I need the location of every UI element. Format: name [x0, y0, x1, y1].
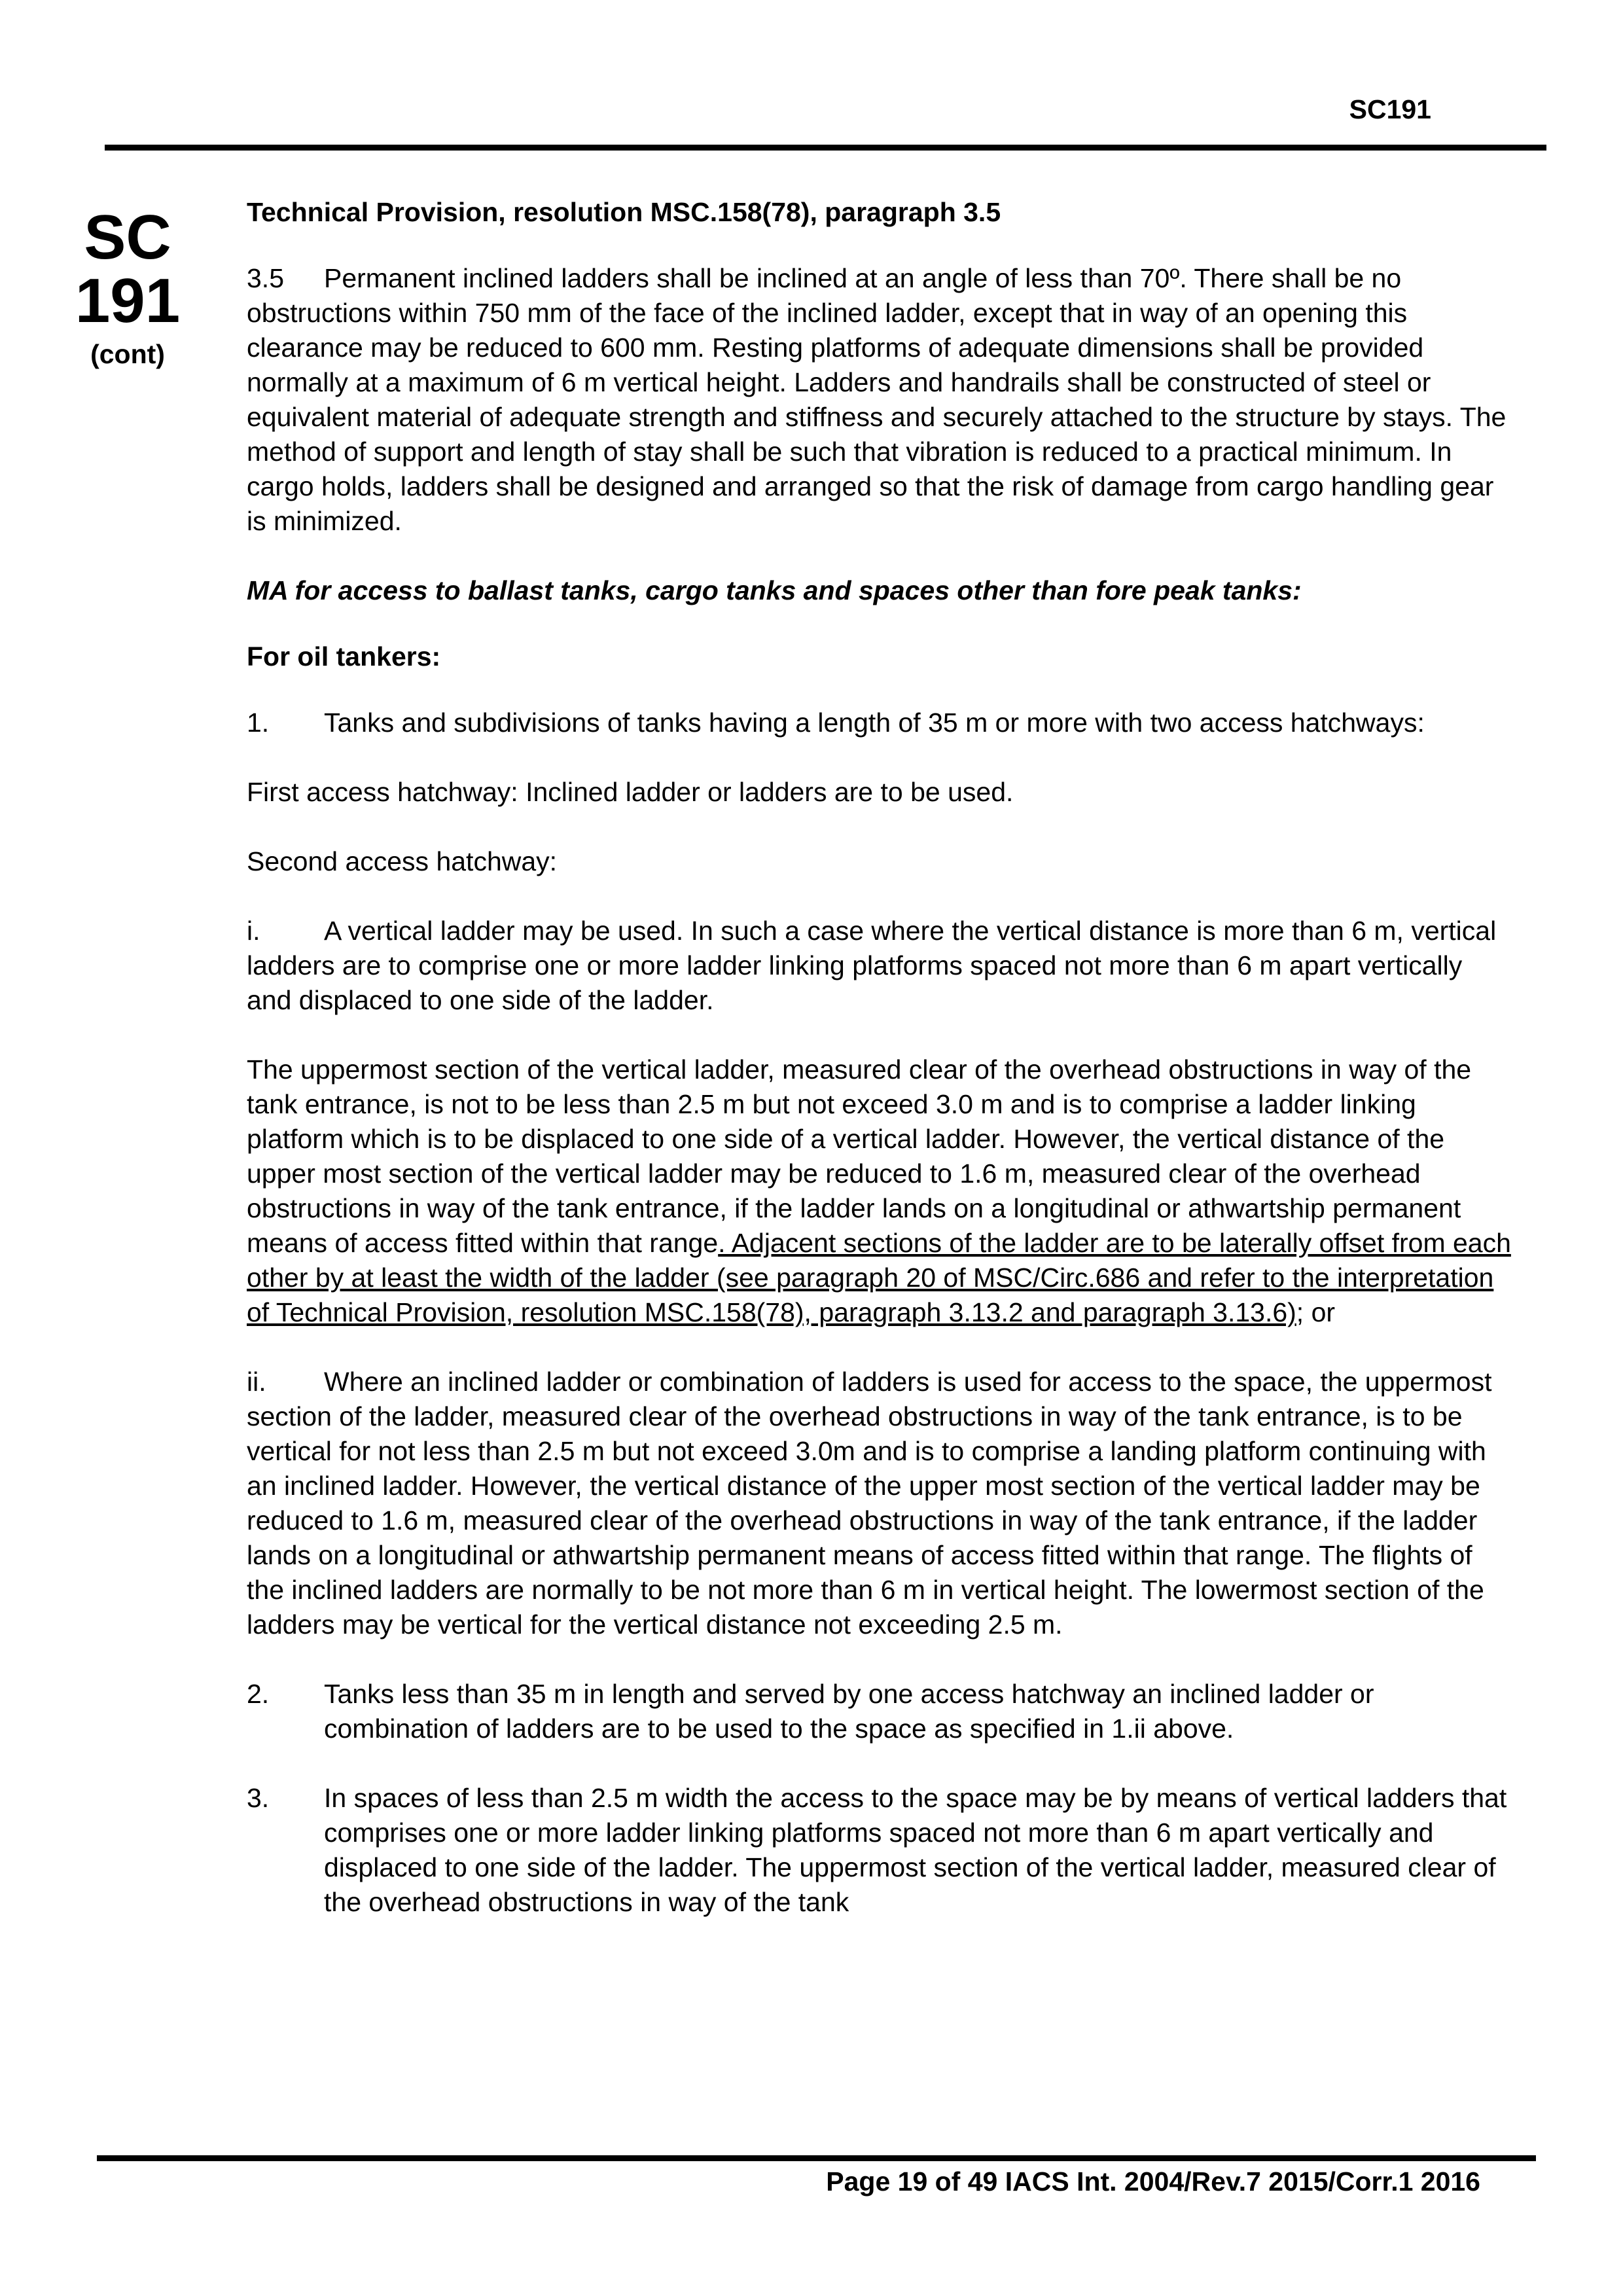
- list-item-1: [247, 706, 1513, 740]
- underlined-amendment: . Adjacent sections of the ladder are to be laterally offset from each other by at least the width of the ladder (see paragraph 20 of MSC/Circ.686 and refer to the interpretation of Technical Provision, resolution MSC.158(78), paragraph 3.13.2 and paragraph 3.13.6): [247, 1228, 1511, 1327]
- section-heading: Technical Provision, resolution MSC.158(78), paragraph 3.5: [247, 197, 1001, 227]
- side-tag-sc: SC: [84, 202, 171, 272]
- first-access-hatchway: First access hatchway: Inclined ladder or ladders are to be used.: [247, 777, 1014, 807]
- list-text: In spaces of less than 2.5 m width the access to the space may be by means of vertical ladders that comprises one or more ladder linking platforms spaced not more than 6 m apart vertically and displaced to one side of the ladder. The uppermost section of the vertical ladder, measured clear of the overhead obstructions in way of the tank: [324, 1783, 1507, 1917]
- list-number: 2.: [247, 1679, 270, 1709]
- sub-item-text: A vertical ladder may be used. In such a case where the vertical distance is more than 6 m, vertical ladders are to comprise one or more ladder linking platforms spaced not more than 6 m apart vertically and displaced to one side of the ladder.: [247, 916, 1497, 1015]
- oil-tankers-heading: For oil tankers:: [247, 641, 441, 672]
- list-number: 1.: [247, 708, 270, 738]
- sub-item-text: Where an inclined ladder or combination of ladders is used for access to the space, the uppermost section of the ladder, measured clear of the overhead obstructions in way of the tank entrance, is to be vertical for not less than 2.5 m but not exceed 3.0m and is to comprise a landing platform continuing with an inclined ladder. However, the vertical distance of the upper most section of the vertical ladder may be reduced to 1.6 m, measured clear of the overhead obstructions in way of the tank entrance, if the ladder lands on a longitudinal or athwartship permanent means of access fitted within that range. The flights of the inclined ladders are normally to be not more than 6 m in vertical height. The lowermost section of the ladders may be vertical for the vertical distance not exceeding 2.5 m.: [247, 1367, 1492, 1640]
- uppermost-section-paragraph: [247, 1052, 1513, 1330]
- uppermost-text: The uppermost section of the vertical ladder, measured clear of the overhead obstructions in way of the tank entrance, is not to be less than 2.5 m but not exceed 3.0 m and is to comprise a ladder linking platform which is to be displaced to one side of a vertical ladder. However, the vertical distance of the upper most section of the vertical ladder may be reduced to 1.6 m, measured clear of the overhead obstructions in way of the tank entrance, if the ladder lands on a longitudinal or athwartship permanent means of access fitted within that range: [247, 1054, 1472, 1258]
- sub-item-number: ii.: [247, 1367, 266, 1397]
- sub-item-number: i.: [247, 916, 260, 946]
- paragraph-3-5: [247, 261, 1513, 539]
- second-access-hatchway: Second access hatchway:: [247, 846, 558, 876]
- side-tag-cont: (cont): [90, 339, 165, 369]
- header-rule: [105, 145, 1546, 151]
- list-item-2: [247, 1677, 1513, 1746]
- sub-item-i: [247, 914, 1513, 1018]
- footer-page-info: Page 19 of 49 IACS Int. 2004/Rev.7 2015/Corr.1 2016: [826, 2166, 1480, 2197]
- list-number: 3.: [247, 1783, 270, 1813]
- list-item-3: [247, 1781, 1513, 1920]
- ma-heading: MA for access to ballast tanks, cargo tanks and spaces other than fore peak tanks:: [247, 575, 1302, 605]
- side-tag-number: 191: [75, 266, 181, 336]
- header-code: SC191: [1349, 94, 1431, 124]
- list-text: Tanks less than 35 m in length and served by one access hatchway an inclined ladder or combination of ladders are to be used to the space as specified in 1.ii above.: [324, 1679, 1374, 1744]
- sub-item-ii: [247, 1365, 1513, 1642]
- paragraph-number: 3.5: [247, 263, 284, 293]
- list-text: Tanks and subdivisions of tanks having a length of 35 m or more with two access hatchways:: [324, 708, 1425, 738]
- document-body: [247, 195, 1513, 1954]
- uppermost-tail: ; or: [1296, 1297, 1336, 1327]
- footer-rule: [97, 2155, 1536, 2161]
- paragraph-text: Permanent inclined ladders shall be inclined at an angle of less than 70º. There shall be no obstructions within 750 mm of the face of the inclined ladder, except that in way of an opening this clearance may be reduced to 600 mm. Resting platforms of adequate dimensions shall be provided normally at a maximum of 6 m vertical height. Ladders and handrails shall be constructed of steel or equivalent material of adequate strength and stiffness and securely attached to the structure by stays. The method of support and length of stay shall be such that vibration is reduced to a practical minimum. In cargo holds, ladders shall be designed and arranged so that the risk of damage from cargo handling gear is minimized.: [247, 263, 1507, 536]
